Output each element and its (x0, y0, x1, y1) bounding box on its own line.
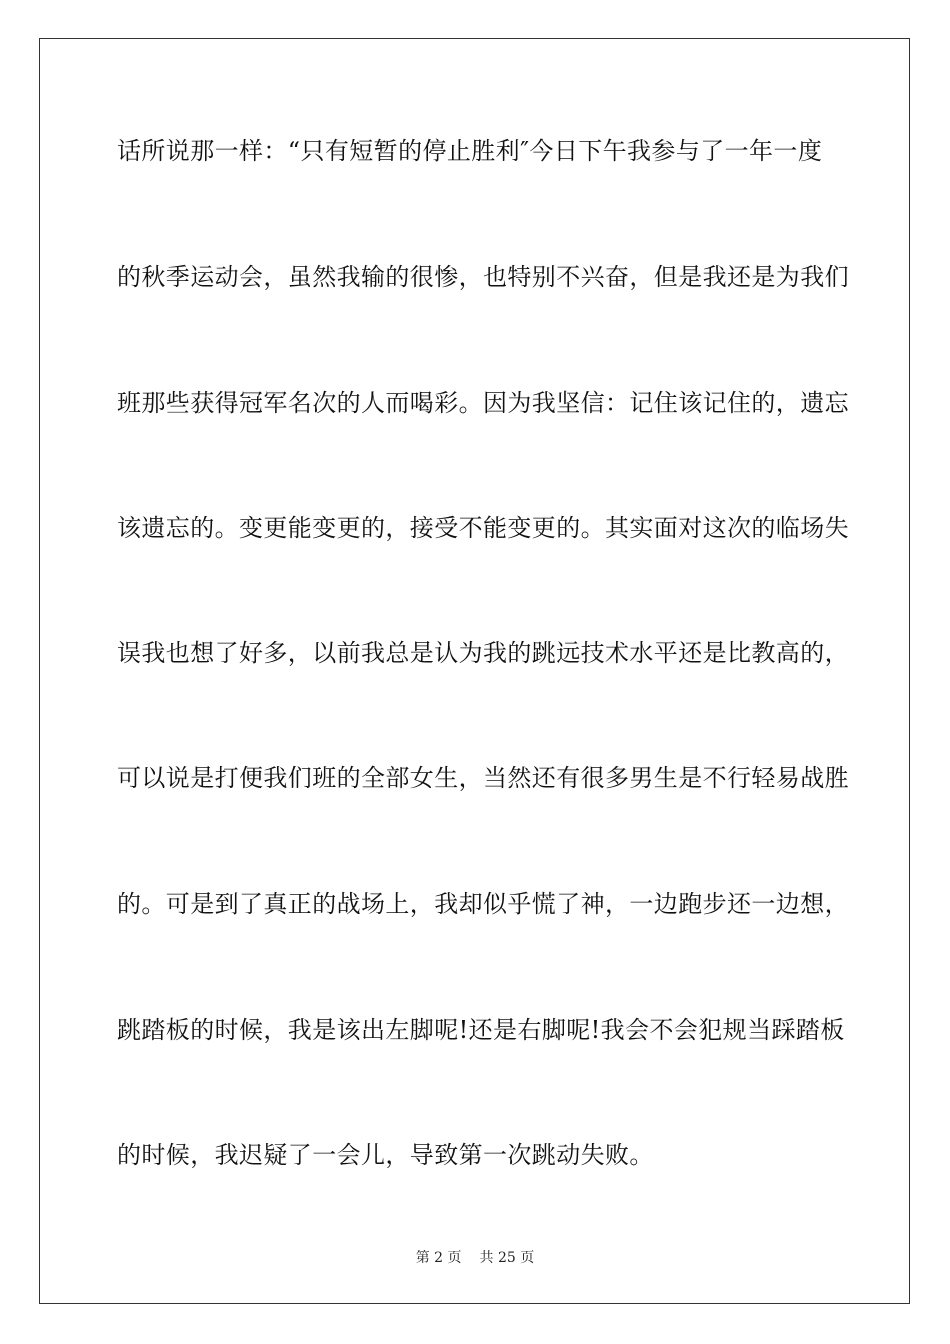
paragraph-line-5: 误我也想了好多，以前我总是认为我的跳远技术水平还是比教高的， (117, 639, 849, 667)
page-number: 第 2 页 (415, 1250, 462, 1266)
page-footer (0, 1247, 950, 1267)
paragraph-line-9: 的时候，我迟疑了一会儿，导致第一次跳动失败。 (117, 1141, 654, 1169)
paragraph-line-3: 班那些获得冠军名次的人而喝彩。因为我坚信：记住该记住的，遗忘 (117, 389, 849, 417)
paragraph-line-7: 的。可是到了真正的战场上，我却似乎慌了神，一边跑步还一边想， (117, 890, 849, 918)
page-total: 共 25 页 (479, 1250, 535, 1266)
paragraph-line-2: 的秋季运动会，虽然我输的很惨，也特别不兴奋，但是我还是为我们 (117, 263, 849, 291)
paragraph-line-8: 跳踏板的时候，我是该出左脚呢!还是右脚呢!我会不会犯规当踩踏板 (117, 1016, 845, 1044)
page-border (39, 38, 910, 1304)
paragraph-line-4: 该遗忘的。变更能变更的，接受不能变更的。其实面对这次的临场失 (117, 514, 849, 542)
paragraph-line-6: 可以说是打便我们班的全部女生，当然还有很多男生是不行轻易战胜 (117, 764, 849, 792)
paragraph-line-1: 话所说那一样：“只有短暂的停止胜利″今日下午我参与了一年一度 (117, 137, 823, 165)
